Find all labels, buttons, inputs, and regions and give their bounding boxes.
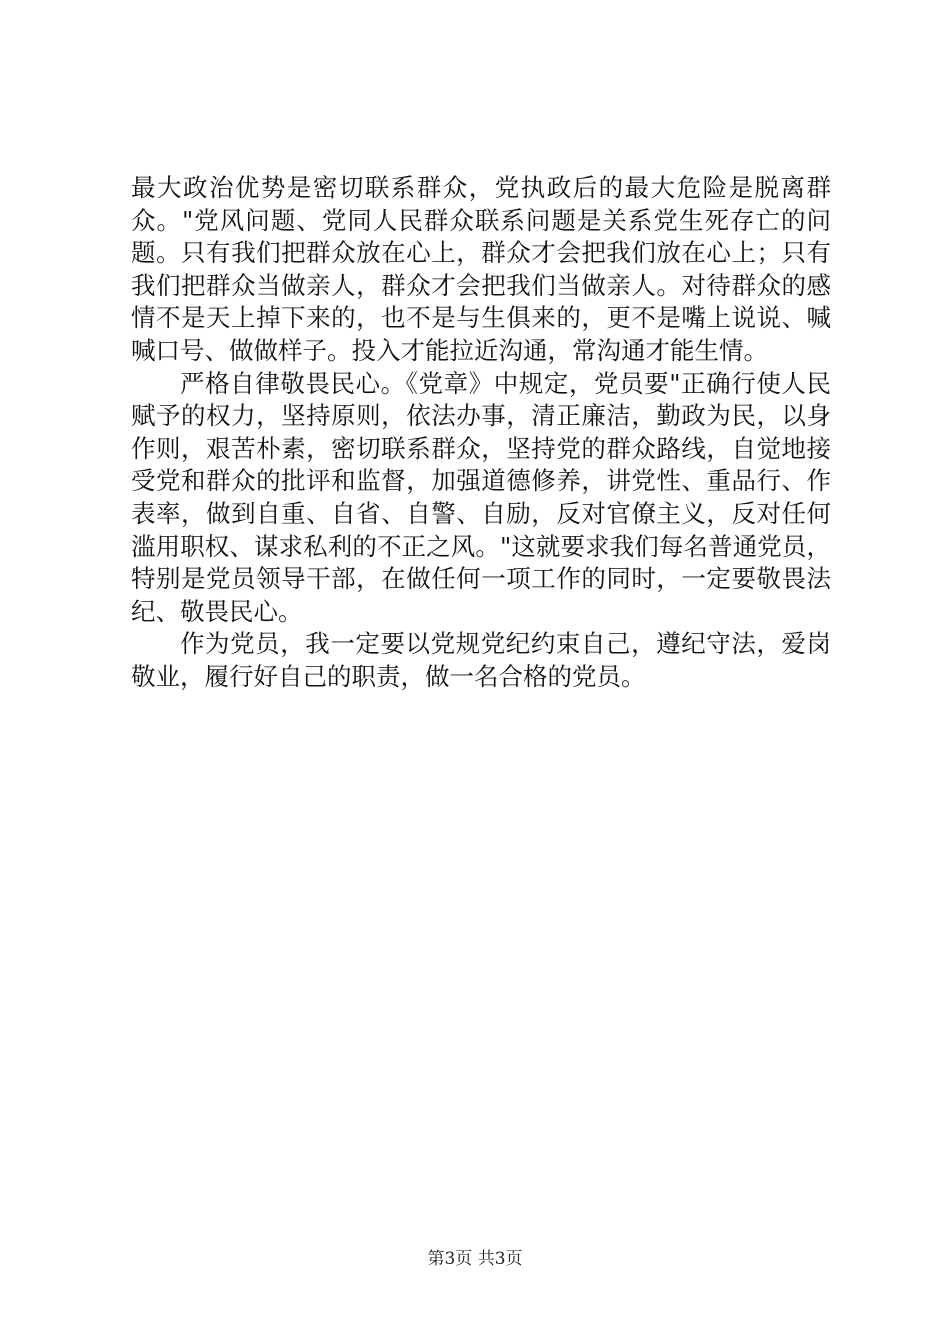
paragraph-2: 严格自律敬畏民心。《党章》中规定，党员要"正确行使人民赋予的权力，坚持原则，依法办事，清正廉洁，勤政为民，以身作则，艰苦朴素，密切联系群众，坚持党的群众路线，自觉地接受党和群众的批评和监督，加强道德修养，讲党性、重品行、作表率，做到自重、自省、自警、自励，反对官僚主义，反对任何滥用职权、谋求私利的不正之风。"这就要求我们每名普通党员，特别是党员领导干部，在做任何一项工作的同时，一定要敬畏法纪、敬畏民心。: [131, 368, 831, 626]
document-body: [131, 172, 831, 694]
paragraph-3: 作为党员，我一定要以党规党纪约束自己，遵纪守法，爱岗敬业，履行好自己的职责，做一名合格的党员。: [131, 629, 831, 691]
paragraph-1: 最大政治优势是密切联系群众，党执政后的最大危险是脱离群众。"党风问题、党同人民群众联系问题是关系党生死存亡的问题。只有我们把群众放在心上，群众才会把我们放在心上；只有我们把群众当做亲人，群众才会把我们当做亲人。对待群众的感情不是天上掉下来的，也不是与生俱来的，更不是嘴上说说、喊喊口号、做做样子。投入才能拉近沟通，常沟通才能生情。: [131, 173, 831, 365]
page-number-footer: 第3页 共3页: [427, 1249, 523, 1269]
